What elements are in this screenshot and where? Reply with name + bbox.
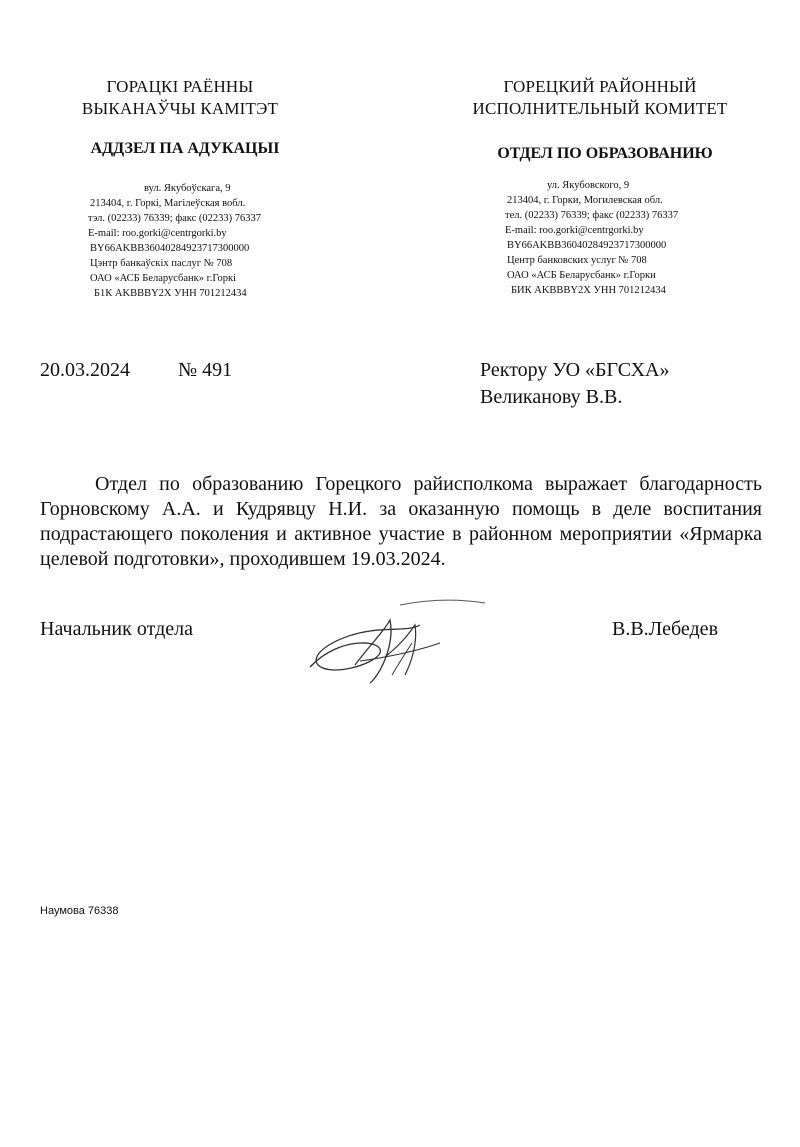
document-date: 20.03.2024 — [40, 359, 130, 381]
header-by-title — [50, 76, 310, 120]
address-line: ул. Якубовского, 9 — [547, 180, 630, 191]
header-ru-dept: ОТДЕЛ ПО ОБРАЗОВАНИЮ — [497, 145, 713, 162]
address-line: тел. (02233) 76339; факс (02233) 76337 — [505, 210, 679, 221]
header-by-address — [88, 181, 318, 301]
letter-body — [40, 472, 762, 572]
address-line: 213404, г. Горкі, Магілеўская вобл. — [90, 198, 246, 209]
recipient — [480, 357, 780, 411]
address-line: Б1К AKBBBY2X УНН 701212434 — [94, 288, 247, 299]
address-line: 213404, г. Горки, Могилевская обл. — [507, 195, 663, 206]
address-line: Цэнтр банкаўскіх паслуг № 708 — [90, 258, 233, 269]
header-by-line1: ГОРАЦКІ РАЁННЫ — [106, 77, 254, 96]
signer-title: Начальник отдела — [40, 618, 193, 640]
header-ru-title — [460, 76, 740, 120]
header-ru-line1: ГОРЕЦКИЙ РАЙОННЫЙ — [503, 77, 697, 96]
header-by-dept: АДДЗЕЛ ПА АДУКАЦЫІ — [90, 140, 280, 157]
executor-note: Наумова 76338 — [40, 905, 119, 917]
address-line: тэл. (02233) 76339; факс (02233) 76337 — [88, 213, 262, 224]
document-number: № 491 — [178, 359, 233, 381]
email-line: E-mail: roo.gorki@centrgorki.by — [88, 228, 227, 239]
header-ru-address — [505, 178, 735, 298]
email-line: E-mail: roo.gorki@centrgorki.by — [505, 225, 644, 236]
address-line: BY66AKBB36040284923717300000 — [90, 243, 250, 254]
address-line: BY66AKBB36040284923717300000 — [507, 240, 667, 251]
body-paragraph: Отдел по образованию Горецкого райисполкома выражает благодарность Горновскому А.А. и Кудрявцу Н.И. за оказанную помощь в деле воспитания подрастающего поколения и активное участие в районном мероприятии «Ярмарка целевой подготовки», проходившем 19.03.2024. — [40, 473, 762, 570]
address-line: БИК AKBBBY2X УНН 701212434 — [511, 285, 666, 296]
recipient-line1: Ректору УО «БГСХА» — [480, 359, 670, 381]
address-line: вул. Якубоўскага, 9 — [144, 183, 231, 194]
handwritten-signature — [300, 595, 490, 695]
recipient-line2: Великанову В.В. — [480, 386, 623, 408]
header-ru-line2: ИСПОЛНИТЕЛЬНЫЙ КОМИТЕТ — [472, 99, 728, 118]
address-line: Центр банковских услуг № 708 — [507, 255, 647, 266]
signer-name: В.В.Лебедев — [612, 618, 719, 640]
address-line: ОАО «АСБ Беларусбанк» г.Горки — [507, 270, 656, 281]
header-by-line2: ВЫКАНАЎЧЫ КАМІТЭТ — [81, 99, 279, 118]
address-line: ОАО «АСБ Беларусбанк» г.Горкі — [90, 273, 237, 284]
